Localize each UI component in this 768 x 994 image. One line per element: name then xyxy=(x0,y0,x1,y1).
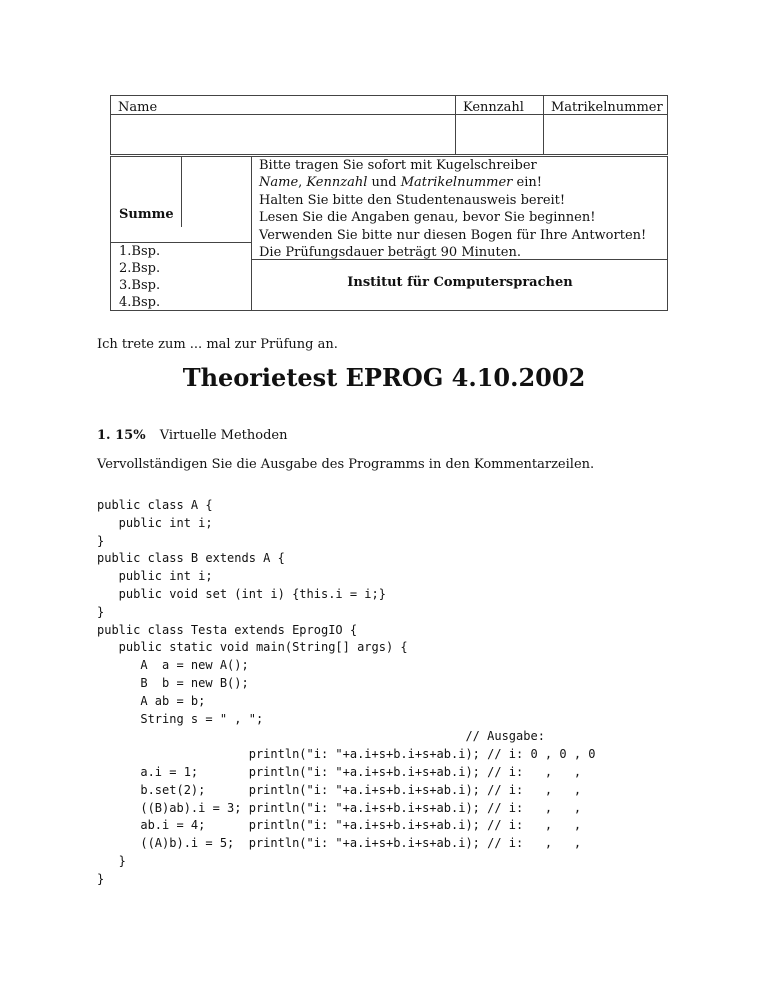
matrikel-label: Matrikelnummer xyxy=(551,100,663,115)
page-title: Theorietest EPROG 4.10.2002 xyxy=(182,363,586,392)
code-line: public class A { xyxy=(97,498,213,512)
student-info-table xyxy=(110,95,668,155)
code-line: String s = " , "; xyxy=(97,711,264,726)
code-line: A a = new A(); xyxy=(97,658,249,673)
instruction-line-1: Bitte tragen Sie sofort mit Kugelschreiber xyxy=(259,158,537,173)
matrikel-cell[interactable] xyxy=(544,96,667,154)
code-line: } xyxy=(97,533,105,548)
institute-name: Institut für Computersprachen xyxy=(347,275,573,290)
task-number: 1. 15% xyxy=(97,428,146,443)
name-emph: Name xyxy=(259,175,299,191)
code-line: println("i: "+a.i+s+b.i+s+ab.i); // i: 0 , 0 , 0 xyxy=(97,747,596,762)
code-line: public class Testa extends EprogIO { xyxy=(97,622,358,637)
code-line: public class B extends A { xyxy=(97,551,285,566)
code-line[interactable]: a.i = 1; println("i: "+a.i+s+b.i+s+ab.i); // i: , , xyxy=(97,764,582,779)
code-line: public void set (int i) {this.i = i;} xyxy=(97,586,386,601)
code-line: } xyxy=(97,871,105,886)
und: und xyxy=(367,175,401,191)
kennzahl-label: Kennzahl xyxy=(463,100,524,115)
sep: , xyxy=(298,175,307,191)
code-line: B b = new B(); xyxy=(97,675,249,690)
code-line: } xyxy=(97,853,126,868)
matrikel-emph: Matrikelnummer xyxy=(400,175,513,191)
code-line: // Ausgabe: xyxy=(97,729,545,744)
instruction-line-3: Halten Sie bitte den Studentenausweis bereit! xyxy=(259,192,566,208)
task-topic: Virtuelle Methoden xyxy=(159,428,288,443)
score-divider xyxy=(181,157,182,227)
code-line: public int i; xyxy=(97,569,213,584)
example-1-label: 1.Bsp. xyxy=(119,244,161,259)
example-2-label: 2.Bsp. xyxy=(119,261,161,276)
instruction-line-4: Lesen Sie die Angaben genau, bevor Sie beginnen! xyxy=(259,210,596,226)
example-3-label: 3.Bsp. xyxy=(119,278,161,293)
instructions-text xyxy=(259,157,664,261)
score-and-instructions xyxy=(110,156,668,311)
kennzahl-cell[interactable] xyxy=(456,96,544,154)
instruction-line-6: Die Prüfungsdauer beträgt 90 Minuten. xyxy=(259,245,521,261)
code-line[interactable]: ((B)ab).i = 3; println("i: "+a.i+s+b.i+s+ab.i); // i: , , xyxy=(97,800,582,815)
ein: ein! xyxy=(512,175,542,191)
code-line: A ab = b; xyxy=(97,693,206,708)
name-label: Name xyxy=(118,100,158,115)
code-line: } xyxy=(97,604,105,619)
task-description: Vervollständigen Sie die Ausgabe des Programms in den Kommentarzeilen. xyxy=(97,457,595,472)
code-line: public int i; xyxy=(97,515,213,530)
attempt-line: Ich trete zum ... mal zur Prüfung an. xyxy=(97,337,338,352)
task-heading xyxy=(97,428,287,443)
code-listing xyxy=(97,497,596,889)
instruction-line-5: Verwenden Sie bitte nur diesen Bogen für Ihre Antworten! xyxy=(259,227,647,243)
code-line[interactable]: ((A)b).i = 5; println("i: "+a.i+s+b.i+s+ab.i); // i: , , xyxy=(97,836,582,851)
instruction-line-2 xyxy=(259,174,664,191)
example-4-label: 4.Bsp. xyxy=(119,295,161,310)
code-line[interactable]: ab.i = 4; println("i: "+a.i+s+b.i+s+ab.i); // i: , , xyxy=(97,818,582,833)
summe-label: Summe xyxy=(119,207,174,222)
kennzahl-emph: Kennzahl xyxy=(306,175,368,191)
name-cell[interactable] xyxy=(111,96,456,154)
code-line[interactable]: b.set(2); println("i: "+a.i+s+b.i+s+ab.i); // i: , , xyxy=(97,782,582,797)
code-line: public static void main(String[] args) { xyxy=(97,640,408,655)
header-divider xyxy=(111,114,667,115)
